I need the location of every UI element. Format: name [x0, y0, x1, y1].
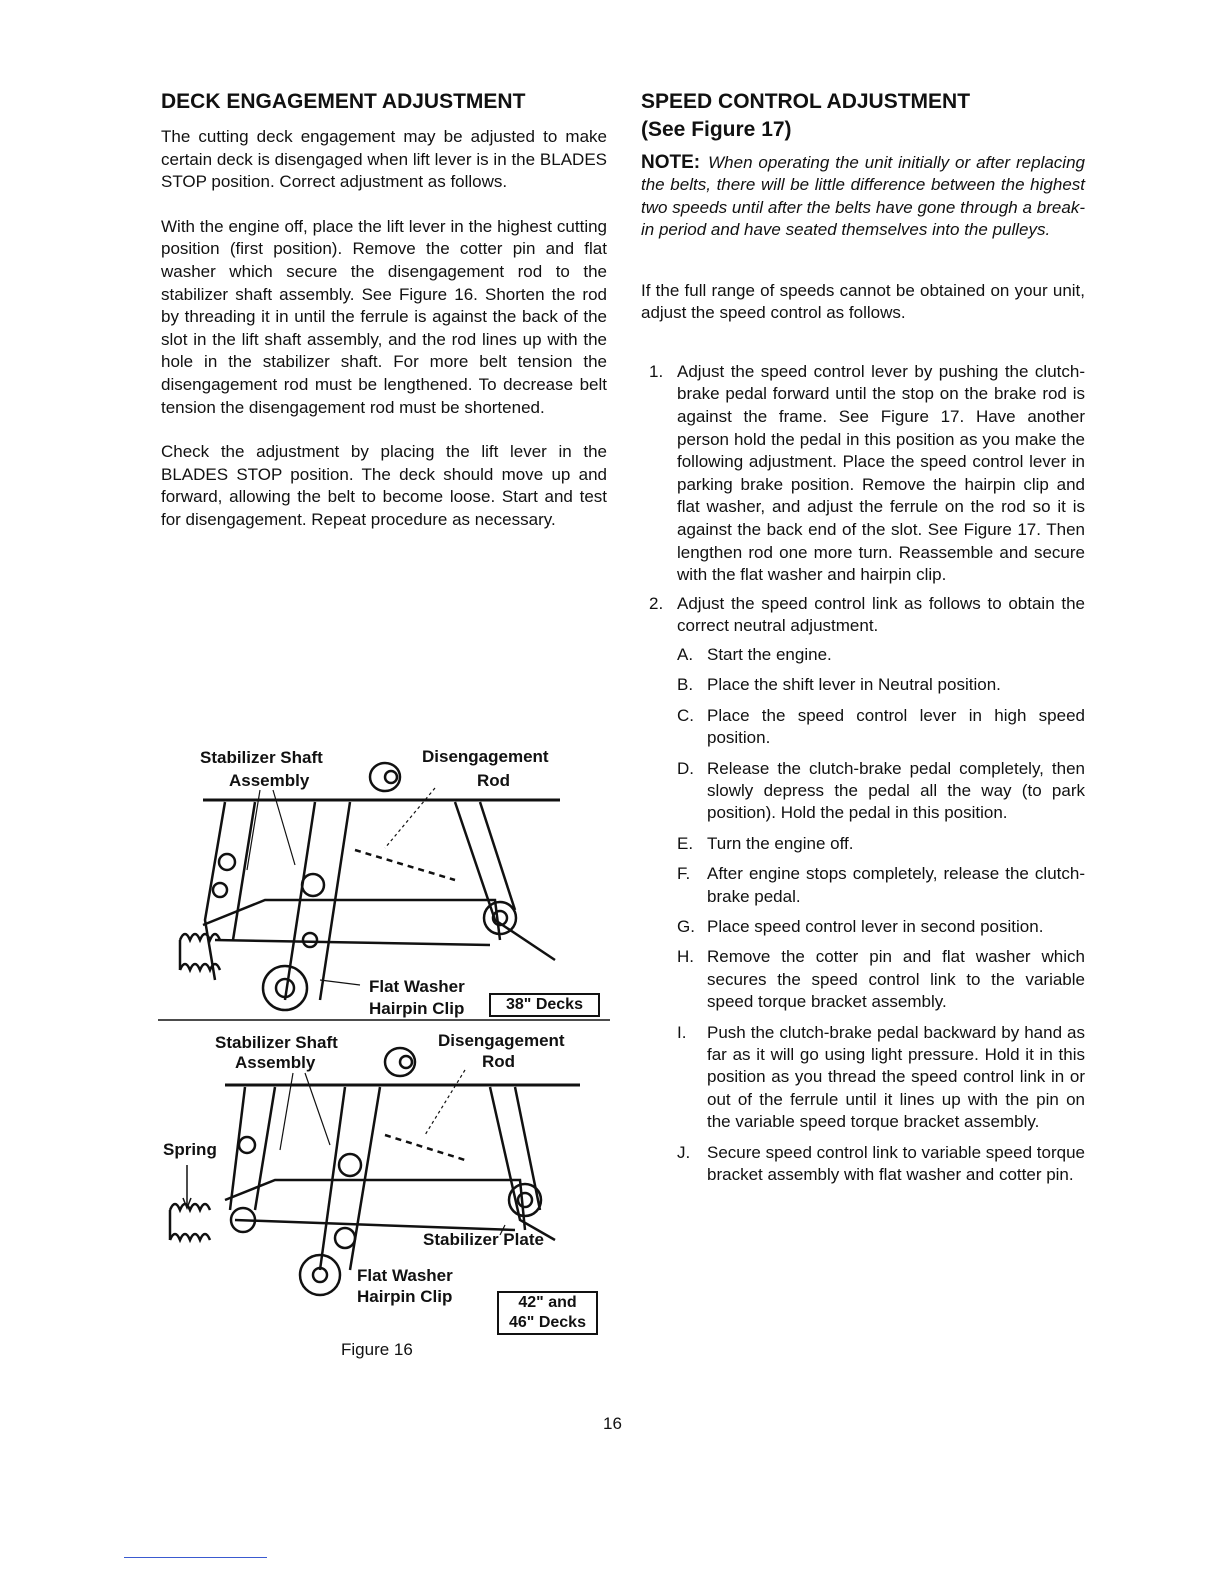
- substep-e: [641, 833, 1085, 855]
- substep-f-letter: F.: [677, 864, 691, 884]
- deck-paragraph-1: The cutting deck engagement may be adjusted to make certain deck is disengaged when lift lever is in the BLADES STOP position. Correct adjustment as follows.: [161, 127, 607, 192]
- top-diagram: [180, 763, 560, 1010]
- substep-h-text: Remove the cotter pin and flat washer which secures the speed control link to the variable speed torque bracket assembly.: [707, 947, 1085, 1012]
- label-rod-bottom: Rod: [482, 1052, 516, 1071]
- deck-paragraph-3: Check the adjustment by placing the lift lever in the BLADES STOP position. The deck should move up and forward, allowing the belt to become loose. Start and test for disengagement. Repeat procedure as necessary.: [161, 442, 607, 529]
- label-disengagement-top: Disengagement: [422, 747, 549, 766]
- substep-j-letter: J.: [677, 1142, 691, 1162]
- substep-e-text: Turn the engine off.: [707, 833, 854, 853]
- label-stabilizer-plate: Stabilizer Plate: [423, 1230, 544, 1249]
- speed-intro: If the full range of speeds cannot be obtained on your unit, adjust the speed control as follows.: [641, 280, 1085, 323]
- step-1-number: 1.: [649, 361, 664, 381]
- substep-j-text: Secure speed control link to variable speed torque bracket assembly with flat washer and cotter pin.: [707, 1142, 1086, 1185]
- label-38-decks: 38" Decks: [489, 993, 600, 1017]
- step-1: [641, 361, 1085, 587]
- substep-e-letter: E.: [677, 833, 694, 853]
- label-42-and: 42" and: [518, 1294, 577, 1311]
- substep-j: [641, 1142, 1085, 1187]
- substep-b: [641, 674, 1085, 696]
- label-stabilizer-shaft-bottom: Stabilizer Shaft: [215, 1033, 338, 1052]
- substep-c-letter: C.: [677, 705, 694, 725]
- note-label: NOTE:: [641, 152, 701, 173]
- label-assembly-top: Assembly: [229, 771, 310, 790]
- substep-g-text: Place speed control lever in second position.: [707, 917, 1044, 936]
- label-46-decks: 46" Decks: [509, 1314, 586, 1331]
- substep-i: [641, 1022, 1085, 1134]
- figure-16: [155, 740, 615, 1380]
- substep-f-text: After engine stops completely, release the clutch-brake pedal.: [707, 864, 1085, 906]
- step-2-number: 2.: [649, 593, 664, 613]
- label-spring: Spring: [163, 1140, 217, 1159]
- substep-a-text: Start the engine.: [707, 644, 832, 664]
- label-rod-top: Rod: [477, 771, 511, 790]
- page-number: 16: [603, 1414, 622, 1433]
- step-2-text: Adjust the speed control link as follows to obtain the correct neutral adjustment.: [677, 593, 1085, 636]
- substep-f: [641, 863, 1085, 908]
- substep-a: [641, 644, 1085, 666]
- steps-list: [641, 361, 1085, 1187]
- substep-d-text: Release the clutch-brake pedal completely, then slowly depress the pedal all the way (to park position). Hold the pedal in this position.: [707, 758, 1085, 823]
- label-assembly-bottom: Assembly: [235, 1053, 316, 1072]
- deck-paragraph-2: With the engine off, place the lift lever in the highest cutting position (first position). Remove the cotter pin and flat washer which secure the disengagement rod to the stabilizer shaft assembly. See Figure 16. Shorten the rod by threading it in until the ferrule is against the back of the slot in the lift shaft assembly, and the rod lines up with the hole in the stabilizer shaft. For more belt tension the disengagement rod must be lengthened. To decrease belt tension the disengagement rod must be shortened.: [161, 216, 607, 417]
- substep-g: [641, 916, 1085, 938]
- deck-engagement-heading: DECK ENGAGEMENT ADJUSTMENT: [161, 90, 526, 113]
- bottom-diagram: [170, 1048, 580, 1295]
- step-2: [641, 593, 1085, 638]
- figure-caption: Figure 16: [341, 1340, 413, 1359]
- substep-b-text: Place the shift lever in Neutral position.: [707, 675, 1001, 695]
- substep-d-letter: D.: [677, 758, 694, 778]
- label-disengagement-bottom: Disengagement: [438, 1031, 565, 1050]
- note-block: [641, 152, 1085, 242]
- substep-c-text: Place the speed control lever in high speed position.: [707, 705, 1085, 748]
- step-1-text: Adjust the speed control lever by pushing the clutch-brake pedal forward until the stop on the brake rod is against the frame. See Figure 17. Have another person hold the pedal in this position as you make the following adjustment. Place the speed control lever in parking brake position. Remove the hairpin clip and flat washer, and adjust the ferrule on the rod so it is against the back end of the slot. See Figure 17. Then lengthen rod one more turn. Reassemble and secure with the flat washer and hairpin clip.: [677, 361, 1085, 585]
- footer-rule: [124, 1557, 267, 1558]
- left-column: [161, 90, 607, 532]
- label-flat-washer-bottom: Flat Washer: [357, 1266, 453, 1285]
- speed-control-heading: SPEED CONTROL ADJUSTMENT: [641, 90, 971, 113]
- substep-h: [641, 946, 1085, 1013]
- substep-c: [641, 705, 1085, 750]
- speed-control-subheading: (See Figure 17): [641, 118, 792, 141]
- note-text: When operating the unit initially or after replacing the belts, there will be little difference between the highest two speeds until after the belts have gone through a break-in period and have seated themselves into the pulleys.: [641, 153, 1085, 240]
- substep-a-letter: A.: [677, 644, 694, 664]
- label-hairpin-clip-bottom: Hairpin Clip: [357, 1287, 453, 1306]
- label-hairpin-clip-top: Hairpin Clip: [369, 999, 465, 1018]
- label-stabilizer-shaft-top: Stabilizer Shaft: [200, 748, 323, 767]
- substep-i-letter: I.: [677, 1022, 687, 1042]
- right-column: [641, 90, 1085, 1194]
- label-42-46-decks: [497, 1291, 598, 1335]
- substep-i-text: Push the clutch-brake pedal backward by hand as far as it will go using light pressure. Hold it in this position as you thread the speed control link in or out of the ferrule until it lines up with the pin on the variable speed torque bracket assembly.: [707, 1022, 1085, 1132]
- substep-b-letter: B.: [677, 675, 694, 695]
- substep-d: [641, 758, 1085, 825]
- substep-h-letter: H.: [677, 947, 694, 967]
- label-flat-washer-top: Flat Washer: [369, 977, 465, 996]
- substep-g-letter: G.: [677, 917, 695, 936]
